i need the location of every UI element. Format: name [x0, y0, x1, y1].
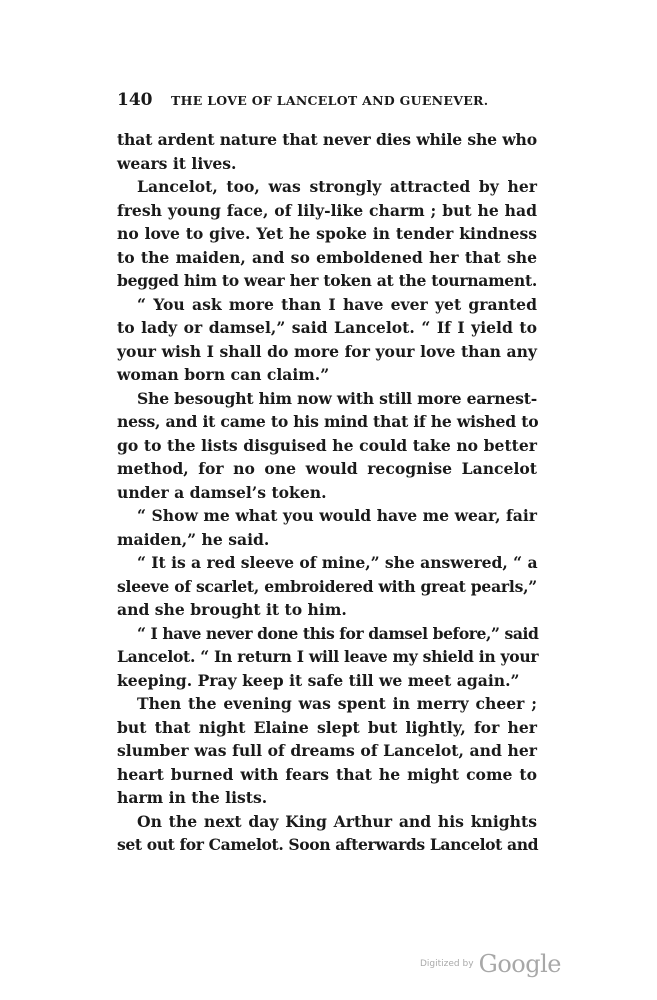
text-line: your wish I shall do more for your love than any: [117, 341, 537, 361]
text-line: under a damsel’s token.: [117, 482, 327, 502]
text-line: On the next day King Arthur and his knights: [137, 811, 537, 831]
text-line: maiden,” he said.: [117, 529, 270, 549]
google-logo: Google: [478, 950, 561, 978]
text-line: begged him to wear her token at the tournament.: [117, 271, 537, 290]
text-line: but that night Elaine slept but lightly, for her: [117, 717, 537, 737]
text-line: and she brought it to him.: [117, 600, 347, 619]
page-header: [117, 90, 537, 114]
text-line: “ It is a red sleeve of mine,” she answered, “ a: [137, 553, 538, 572]
text-line: slumber was full of dreams of Lancelot, and her: [117, 741, 537, 760]
text-line: to lady or damsel,” said Lancelot. “ If I yield to: [117, 318, 537, 337]
text-line: go to the lists disguised he could take no better: [117, 435, 537, 455]
text-line: harm in the lists.: [117, 788, 268, 807]
digitized-by-google-watermark: [420, 950, 561, 978]
text-line: “ I have never done this for damsel before,” said: [137, 623, 539, 643]
text-line: that ardent nature that never dies while she who: [117, 130, 537, 149]
text-line: Then the evening was spent in merry cheer ;: [137, 694, 537, 713]
running-head: THE LOVE OF LANCELOT AND GUENEVER.: [171, 93, 489, 108]
text-line: method, for no one would recognise Lancelot: [117, 459, 537, 478]
text-line: heart burned with fears that he might come to: [117, 764, 537, 784]
text-line: “ You ask more than I have ever yet granted: [137, 294, 537, 314]
page-number: 140: [117, 90, 153, 110]
text-line: wears it lives.: [117, 153, 237, 173]
text-line: sleeve of scarlet, embroidered with great pearls,”: [117, 576, 537, 596]
text-line: to the maiden, and so emboldened her that she: [117, 247, 537, 267]
digitized-by-label: Digitized by: [420, 959, 474, 969]
text-line: “ Show me what you would have me wear, fair: [137, 506, 537, 525]
text-line: set out for Camelot. Soon afterwards Lancelot and: [117, 835, 539, 854]
text-line: Lancelot. “ In return I will leave my shield in your: [117, 647, 539, 666]
text-line: woman born can claim.”: [117, 365, 330, 384]
text-line: fresh young face, of lily-like charm ; but he had: [117, 200, 537, 220]
text-line: ness, and it came to his mind that if he wished to: [117, 412, 539, 431]
text-line: Lancelot, too, was strongly attracted by her: [137, 177, 537, 196]
text-line: She besought him now with still more earnest-: [137, 388, 537, 408]
body-text: [117, 128, 537, 857]
text-line: no love to give. Yet he spoke in tender kindness: [117, 224, 537, 243]
text-line: keeping. Pray keep it safe till we meet again.”: [117, 670, 520, 690]
